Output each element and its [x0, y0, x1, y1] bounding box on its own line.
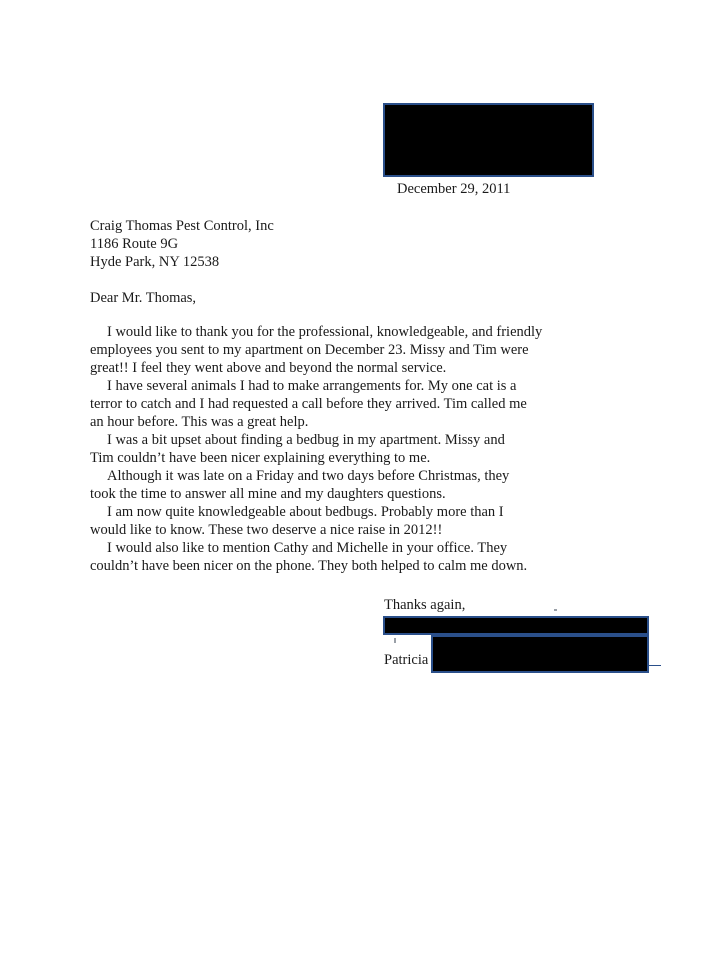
body-line: an hour before. This was a great help.	[90, 414, 309, 430]
body-line: couldn’t have been nicer on the phone. They both helped to calm me down.	[90, 558, 528, 574]
redacted-signature	[383, 616, 649, 635]
recipient-city: Hyde Park, NY 12538	[90, 254, 220, 270]
signature-mark	[554, 609, 557, 611]
body-line: I would like to thank you for the professional, knowledgeable, and friendly	[107, 324, 543, 340]
body-line: would like to know. These two deserve a nice raise in 2012!!	[90, 522, 443, 538]
closing: Thanks again,	[384, 597, 466, 613]
body-line: I was a bit upset about finding a bedbug in my apartment. Missy and	[107, 432, 505, 448]
signer-first-name: Patricia	[384, 652, 429, 668]
body-line: I am now quite knowledgeable about bedbugs. Probably more than I	[107, 504, 504, 520]
body-line: Although it was late on a Friday and two days before Christmas, they	[107, 468, 510, 484]
scan-line	[649, 665, 661, 666]
recipient-street: 1186 Route 9G	[90, 236, 179, 252]
body-line: I would also like to mention Cathy and Michelle in your office. They	[107, 540, 508, 556]
body-line: great!! I feel they went above and beyond the normal service.	[90, 360, 447, 376]
recipient-name: Craig Thomas Pest Control, Inc	[90, 218, 274, 234]
body-line: Tim couldn’t have been nicer explaining everything to me.	[90, 450, 431, 466]
redacted-header-block	[383, 103, 594, 177]
signature-mark	[394, 638, 396, 643]
body-line: employees you sent to my apartment on December 23. Missy and Tim were	[90, 342, 529, 358]
body-line: I have several animals I had to make arrangements for. My one cat is a	[107, 378, 517, 394]
letter-date: December 29, 2011	[397, 181, 511, 197]
body-line: took the time to answer all mine and my daughters questions.	[90, 486, 446, 502]
body-line: terror to catch and I had requested a call before they arrived. Tim called me	[90, 396, 527, 412]
redacted-surname	[431, 635, 649, 673]
salutation: Dear Mr. Thomas,	[90, 290, 197, 306]
